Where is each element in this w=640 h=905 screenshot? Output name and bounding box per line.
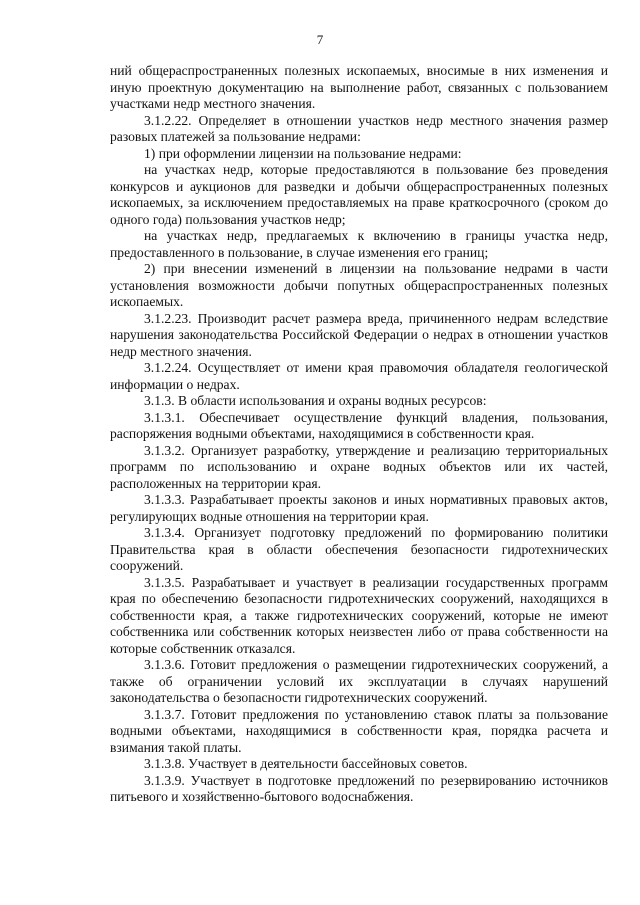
paragraph-item-2: 2) при внесении изменений в лицензии на пользование недрами в части установления возможности добычи попутных общераспространенных полезных ископаемых. — [110, 261, 608, 309]
paragraph-3-1-3-4: 3.1.3.4. Организует подготовку предложений по формированию политики Правительства края в области обеспечения безопасности гидротехнических сооружений. — [110, 525, 608, 573]
paragraph-3-1-2-23: 3.1.2.23. Производит расчет размера вреда, причиненного недрам вследствие нарушения законодательства Российской Федерации о недрах в отношении участков недр местного значения. — [110, 310, 608, 359]
paragraph-continuation: ний общераспространенных полезных ископаемых, вносимые в них изменения и иную проектную документацию на выполнение работ, связанных с пользованием участками недр местного значения. — [110, 63, 608, 111]
paragraph-3-1-2-24: 3.1.2.24. Осуществляет от имени края правомочия обладателя геологической информации о недрах. — [110, 360, 608, 392]
page-number: 7 — [316, 32, 324, 47]
paragraph-3-1-3-8: 3.1.3.8. Участвует в деятельности бассейновых советов. — [144, 756, 468, 771]
paragraph-3-1-3-6: 3.1.3.6. Готовит предложения о размещении гидротехнических сооружений, а также об ограничении условий их эксплуатации в случаях нарушений законодательства о безопасности гидротехнических сооружений. — [110, 657, 608, 705]
document-body — [110, 63, 608, 806]
paragraph-item-1-a: на участках недр, которые предоставляются в пользование без проведения конкурсов и аукционов для разведки и добычи общераспространенных полезных ископаемых, за исключением предоставляемых на праве краткосрочного (сроком до одного года) пользования участков недр; — [110, 162, 608, 227]
paragraph-3-1-3-1: 3.1.3.1. Обеспечивает осуществление функций владения, пользования, распоряжения водными объектами, находящимися в собственности края. — [110, 409, 608, 441]
paragraph-3-1-3-7: 3.1.3.7. Готовит предложения по установлению ставок платы за пользование водными объектами, находящимися в собственности края, порядка расчета и взимания такой платы. — [110, 706, 608, 755]
paragraph-3-1-3-5: 3.1.3.5. Разрабатывает и участвует в реализации государственных программ края по обеспечению безопасности гидротехнических сооружений, находящихся в собственности края, а также гидротехнических сооружений, которые не имеют собственника или собственник которых неизвестен либо от права собственности на которые собственник отказался. — [110, 574, 608, 656]
paragraph-3-1-3: 3.1.3. В области использования и охраны водных ресурсов: — [144, 393, 487, 408]
paragraph-3-1-2-22: 3.1.2.22. Определяет в отношении участков недр местного значения размер разовых платежей за пользование недрами: — [110, 112, 608, 144]
paragraph-item-1-b: на участках недр, предлагаемых к включению в границы участка недр, предоставленного в пользование, в случае изменения его границ; — [110, 228, 608, 260]
paragraph-3-1-3-2: 3.1.3.2. Организует разработку, утверждение и реализацию территориальных программ по использованию и охране водных объектов или их частей, расположенных на территории края. — [110, 442, 608, 491]
paragraph-item-1: 1) при оформлении лицензии на пользование недрами: — [144, 145, 462, 161]
paragraph-3-1-3-3: 3.1.3.3. Разрабатывает проекты законов и иных нормативных правовых актов, регулирующих водные отношения на территории края. — [110, 492, 608, 524]
paragraph-3-1-3-9: 3.1.3.9. Участвует в подготовке предложений по резервированию источников питьевого и хозяйственно-бытового водоснабжения. — [110, 772, 608, 804]
